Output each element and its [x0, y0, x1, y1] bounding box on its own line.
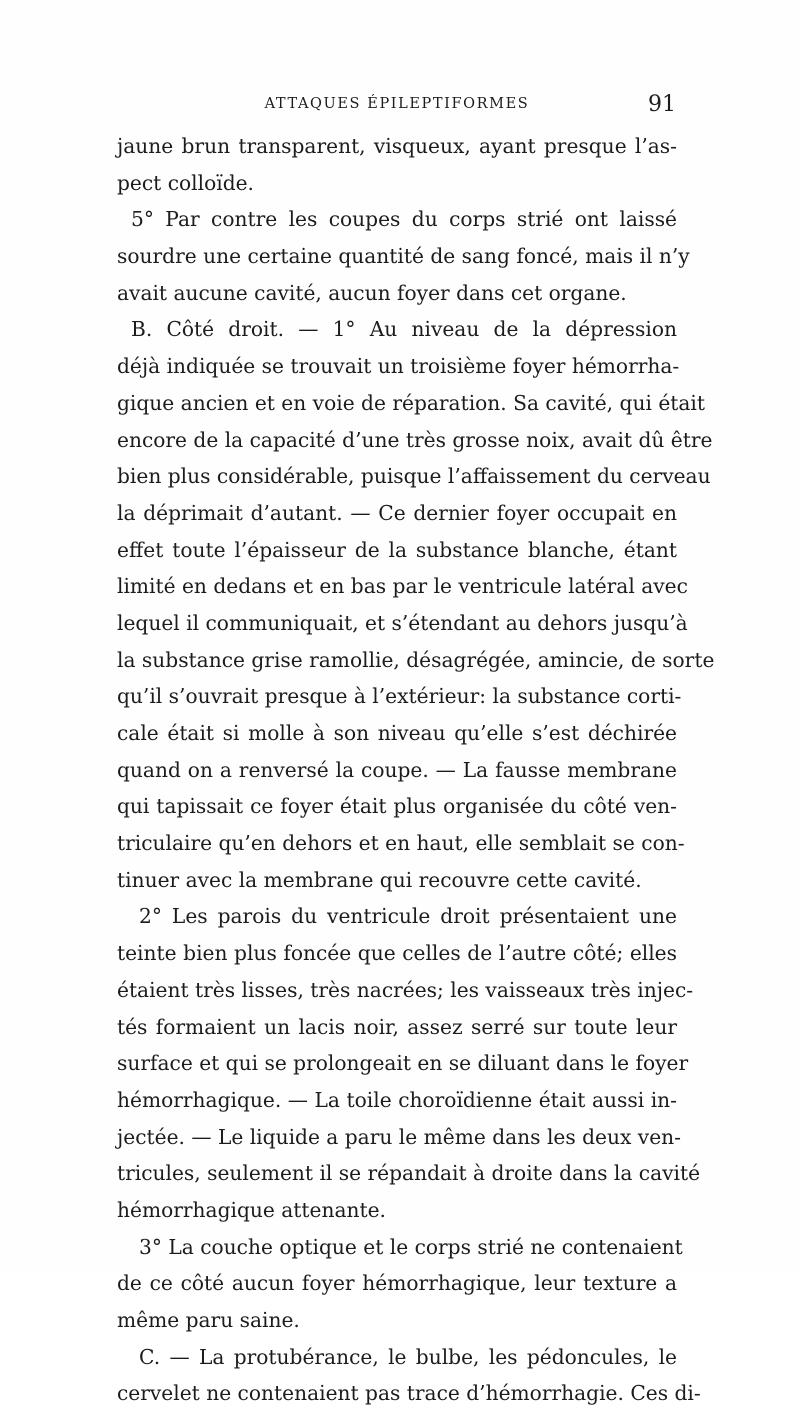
text-line: avait aucune cavité, aucun foyer dans cet organe. [117, 280, 627, 305]
text-line: C. — La protubérance, le bulbe, les pédoncules, le [139, 1344, 677, 1369]
text-line: qu’il s’ouvrait presque à l’extérieur: la substance corti- [117, 684, 682, 709]
text-line: 5° Par contre les coupes du corps strié ont laissé [131, 207, 677, 232]
text-line: tricules, seulement il se répandait à droite dans la cavité [117, 1161, 701, 1186]
text-line: effet toute l’épaisseur de la substance blanche, étant [117, 537, 677, 562]
text-line: tinuer avec la membrane qui recouvre cette cavité. [117, 867, 642, 892]
text-line: triculaire qu’en dehors et en haut, elle semblait se con- [117, 831, 685, 856]
text-line: encore de la capacité d’une très grosse noix, avait dû être [117, 427, 713, 452]
page-number: 91 [648, 92, 676, 117]
text-line: cervelet ne contenaient pas trace d’hémorrhagie. Ces di- [117, 1381, 701, 1406]
text-line: hémorrhagique attenante. [117, 1197, 386, 1222]
text-line: qui tapissait ce foyer était plus organisée du côté ven- [117, 794, 677, 819]
text-line: même paru saine. [117, 1308, 300, 1332]
text-line: étaient très lisses, très nacrées; les vaisseaux très injec- [117, 977, 694, 1002]
text-line: la déprimait d’autant. — Ce dernier foyer occupait en [117, 500, 677, 525]
text-line: de ce côté aucun foyer hémorrhagique, leur texture a [117, 1271, 677, 1296]
text-line: gique ancien et en voie de réparation. Sa cavité, qui était [117, 390, 705, 415]
running-title: ATTAQUES ÉPILEPTIFORMES [264, 96, 530, 112]
text-line: B. Côté droit. — 1° Au niveau de la dépression [131, 317, 677, 342]
text-line: jaune brun transparent, visqueux, ayant presque l’as- [117, 134, 677, 158]
text-line: lequel il communiquait, et s’étendant au dehors jusqu’à [117, 610, 688, 635]
text-line: limité en dedans et en bas par le ventricule latéral avec [117, 574, 688, 599]
text-line: 3° La couche optique et le corps strié ne contenaient [139, 1234, 683, 1259]
text-line: jectée. — Le liquide a paru le même dans les deux ven- [117, 1124, 681, 1149]
text-line: pect colloïde. [117, 170, 254, 195]
body-text [117, 128, 715, 1412]
text-line: tés formaient un lacis noir, assez serré sur toute leur [117, 1014, 677, 1039]
text-line: 2° Les parois du ventricule droit présentaient une [139, 904, 677, 929]
text-line: déjà indiquée se trouvait un troisième foyer hémorrha- [117, 354, 680, 379]
text-line: la substance grise ramollie, désagrégée, amincie, de sorte [117, 647, 715, 672]
text-line: cale était si molle à son niveau qu’elle s’est déchirée [117, 721, 677, 745]
text-line: bien plus considérable, puisque l’affaissement du cerveau [117, 464, 711, 489]
running-header [118, 92, 676, 122]
text-line: sourdre une certaine quantité de sang foncé, mais il n’y [117, 244, 690, 269]
text-line: surface et qui se prolongeait en se diluant dans le foyer [117, 1051, 689, 1076]
text-line: teinte bien plus foncée que celles de l’autre côté; elles [117, 941, 677, 966]
text-line: hémorrhagique. — La toile choroïdienne était aussi in- [117, 1087, 677, 1112]
text-line: quand on a renversé la coupe. — La fausse membrane [117, 757, 677, 782]
